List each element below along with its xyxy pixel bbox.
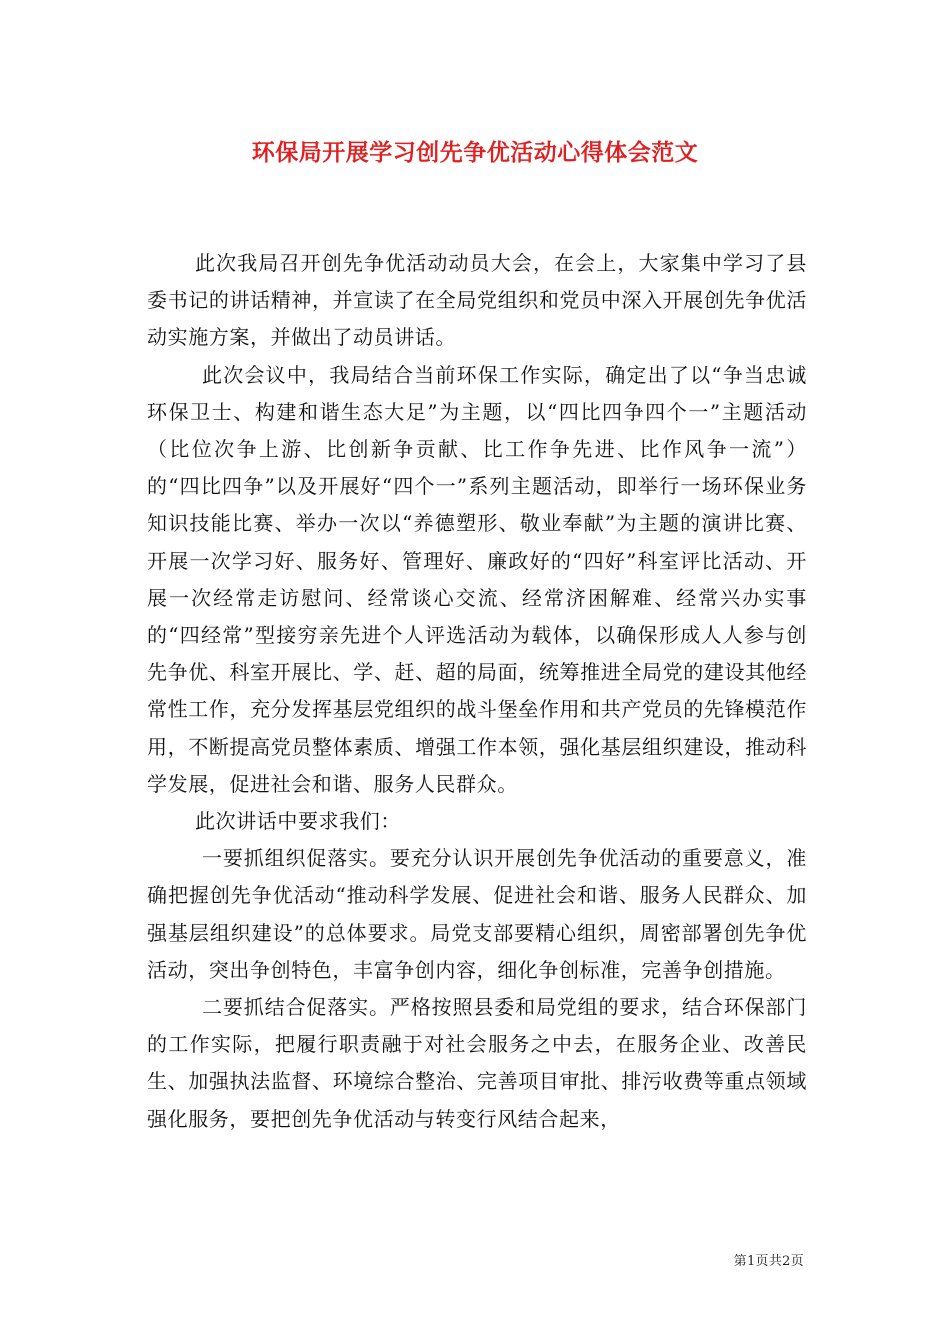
document-body (147, 245, 807, 1138)
paragraph-requirement-two: 二要抓结合促落实。严格按照县委和局党组的要求，结合环保部门的工作实际，把履行职责融于对社会服务之中去，在服务企业、改善民生、加强执法监督、环境综合整治、完善项目审批、排污收费等重点领域强化服务，要把创先争优活动与转变行风结合起来， (147, 995, 807, 1131)
paragraph-requirements-lead: 此次讲话中要求我们： (195, 809, 401, 834)
paragraph-requirement-one: 一要抓组织促落实。要充分认识开展创先争优活动的重要意义，准确把握创先争优活动“推动科学发展、促进社会和谐、服务人民群众、加强基层组织建设”的总体要求。局党支部要精心组织，周密部署创先争优活动，突出争创特色，丰富争创内容，细化争创标准，完善争创措施。 (147, 846, 807, 982)
document-title: 环保局开展学习创先争优活动心得体会范文 (251, 139, 699, 166)
page-number: 第1页共2页 (733, 1254, 804, 1269)
paragraph-intro: 此次我局召开创先争优活动动员大会，在会上，大家集中学习了县委书记的讲话精神，并宣读了在全局党组织和党员中深入开展创先争优活动实施方案，并做出了动员讲话。 (147, 251, 807, 350)
paragraph-meeting-theme: 此次会议中，我局结合当前环保工作实际，确定出了以“争当忠诚环保卫士、构建和谐生态大足”为主题，以“四比四争四个一”主题活动（比位次争上游、比创新争贡献、比工作争先进、比作风争一流”）的“四比四争”以及开展好“四个一”系列主题活动，即举行一场环保业务知识技能比赛、举办一次以“养德塑形、敬业奉献”为主题的演讲比赛、开展一次学习好、服务好、管理好、廉政好的“四好”科室评比活动、开展一次经常走访慰问、经常谈心交流、经常济困解难、经常兴办实事的“四经常”型接穷亲先进个人评选活动为载体，以确保形成人人参与创先争优、科室开展比、学、赶、超的局面，统筹推进全局党的建设其他经常性工作，充分发挥基层党组织的战斗堡垒作用和共产党员的先锋模范作用，不断提高党员整体素质、增强工作本领，强化基层组织建设，推动科学发展，促进社会和谐、服务人民群众。 (147, 362, 807, 796)
